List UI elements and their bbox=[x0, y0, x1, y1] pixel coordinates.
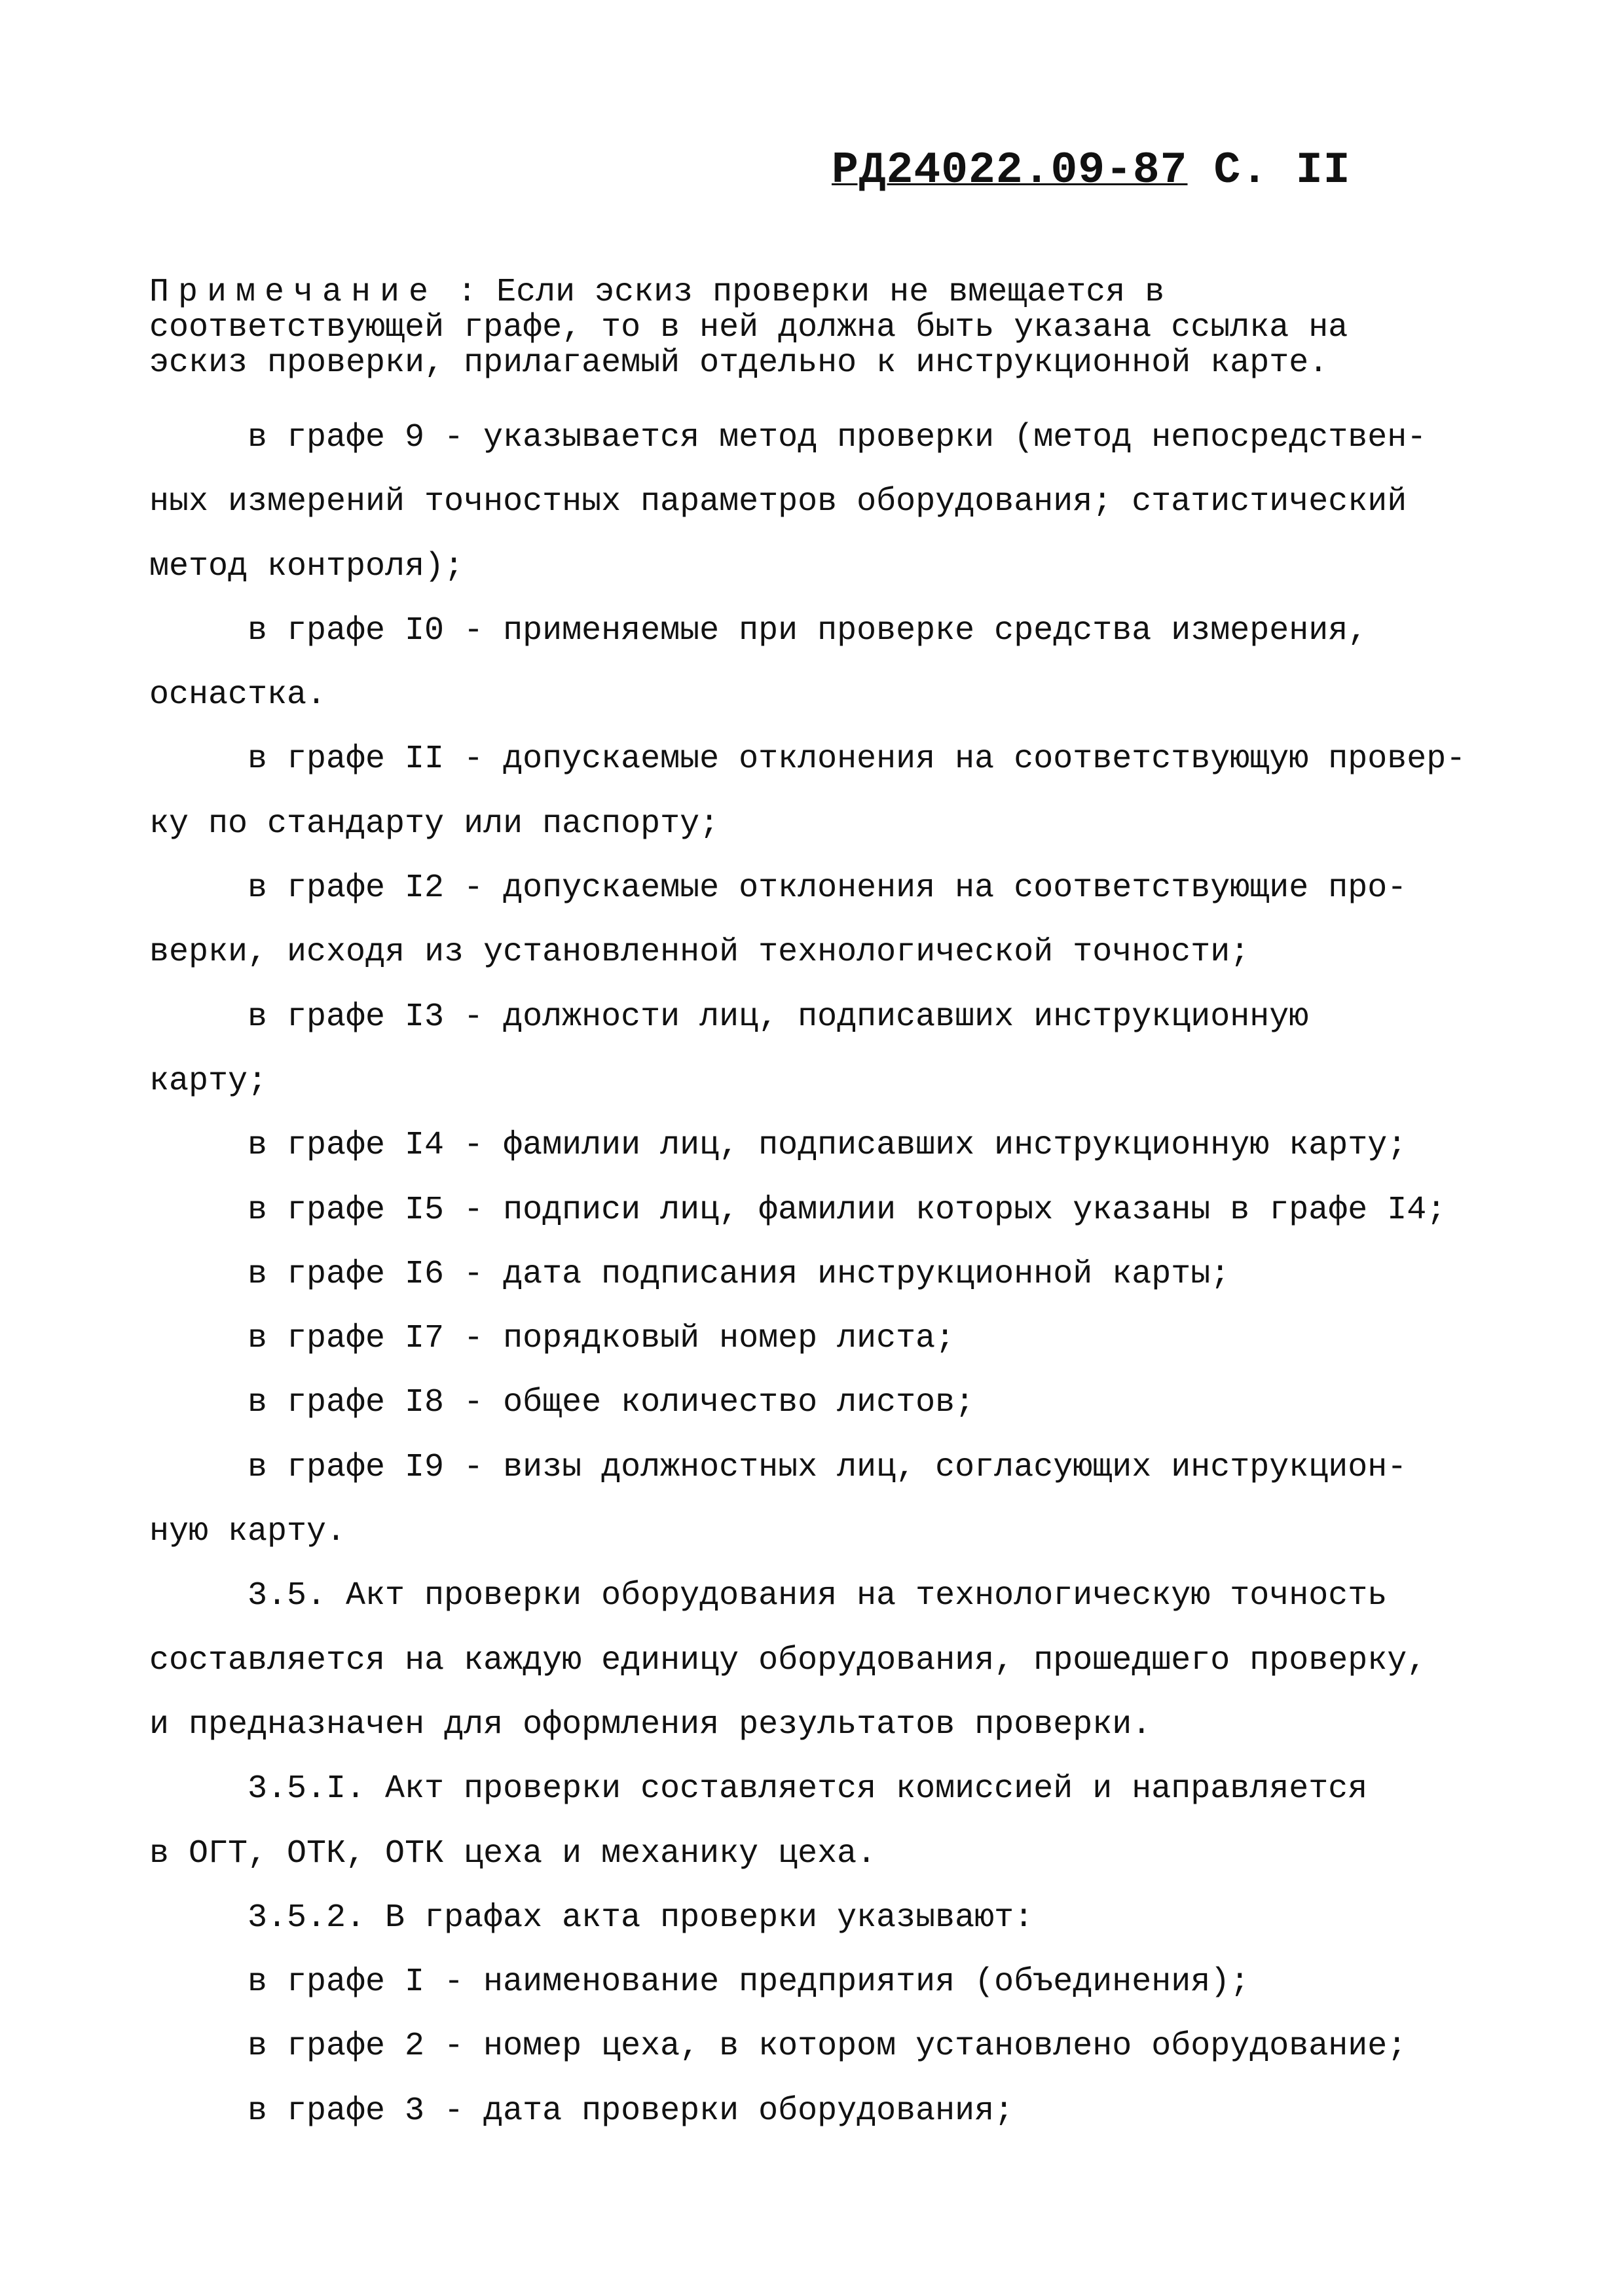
page-header bbox=[832, 145, 1351, 196]
text-line: в графе I9 - визы должностных лиц, согласующих инструкцион- bbox=[248, 1448, 1407, 1486]
text-line: 3.5.2. В графах акта проверки указывают: bbox=[248, 1899, 1034, 1937]
text-line: и предназначен для оформления результатов проверки. bbox=[149, 1705, 1152, 1743]
document-number: РД24022.09-87 bbox=[832, 145, 1188, 196]
text-line: в графе I3 - должности лиц, подписавших инструкционную bbox=[248, 998, 1309, 1036]
text-line: 3.5.I. Акт проверки составляется комиссией и направляется bbox=[248, 1770, 1368, 1808]
text-line: в графе I2 - допускаемые отклонения на соответствующие про- bbox=[248, 869, 1407, 907]
text-line: ку по стандарту или паспорту; bbox=[149, 805, 720, 843]
text-line: в графе I0 - применяемые при проверке средства измерения, bbox=[248, 611, 1368, 649]
note-label: Примечание bbox=[149, 274, 438, 311]
text-line: в графе I - наименование предприятия (объединения); bbox=[248, 1963, 1250, 2001]
text-line: в графе I7 - порядковый номер листа; bbox=[248, 1320, 955, 1358]
text-line: в графе 2 - номер цеха, в котором установлено оборудование; bbox=[248, 2028, 1407, 2066]
text-line: в графе I4 - фамилии лиц, подписавших инструкционную карту; bbox=[248, 1127, 1407, 1165]
note-line-3: эскиз проверки, прилагаемый отдельно к инструкционной карте. bbox=[149, 344, 1329, 382]
page-number: С. II bbox=[1213, 145, 1351, 196]
text-line: в графе 3 - дата проверки оборудования; bbox=[248, 2092, 1014, 2130]
note-text-1: : Если эскиз проверки не вмещается в bbox=[457, 274, 1165, 311]
text-line: метод контроля); bbox=[149, 547, 464, 585]
text-line: ных измерений точностных параметров оборудования; статистический bbox=[149, 483, 1407, 521]
note-line-1 bbox=[149, 275, 1393, 310]
text-line: в графе 9 - указывается метод проверки (метод непосредствен- bbox=[248, 419, 1427, 456]
text-line: в графе I5 - подписи лиц, фамилии которых указаны в графе I4; bbox=[248, 1191, 1447, 1229]
text-line: в графе II - допускаемые отклонения на соответствующую провер- bbox=[248, 740, 1466, 778]
text-line: ную карту. bbox=[149, 1513, 346, 1551]
body-text bbox=[149, 406, 1485, 2143]
text-line: составляется на каждую единицу оборудования, прошедшего проверку, bbox=[149, 1641, 1427, 1679]
note-line-2: соответствующей графе, то в ней должна быть указана ссылка на bbox=[149, 309, 1348, 346]
note-block bbox=[149, 275, 1393, 381]
text-line: верки, исходя из установленной технологической точности; bbox=[149, 934, 1250, 972]
text-line: в графе I6 - дата подписания инструкционной карты; bbox=[248, 1255, 1230, 1293]
text-line: в ОГТ, ОТК, ОТК цеха и механику цеха. bbox=[149, 1834, 877, 1872]
text-line: оснастка. bbox=[149, 676, 327, 714]
text-line: 3.5. Акт проверки оборудования на технологическую точность bbox=[248, 1577, 1388, 1615]
text-line: в графе I8 - общее количество листов; bbox=[248, 1384, 975, 1422]
text-line: карту; bbox=[149, 1062, 268, 1100]
